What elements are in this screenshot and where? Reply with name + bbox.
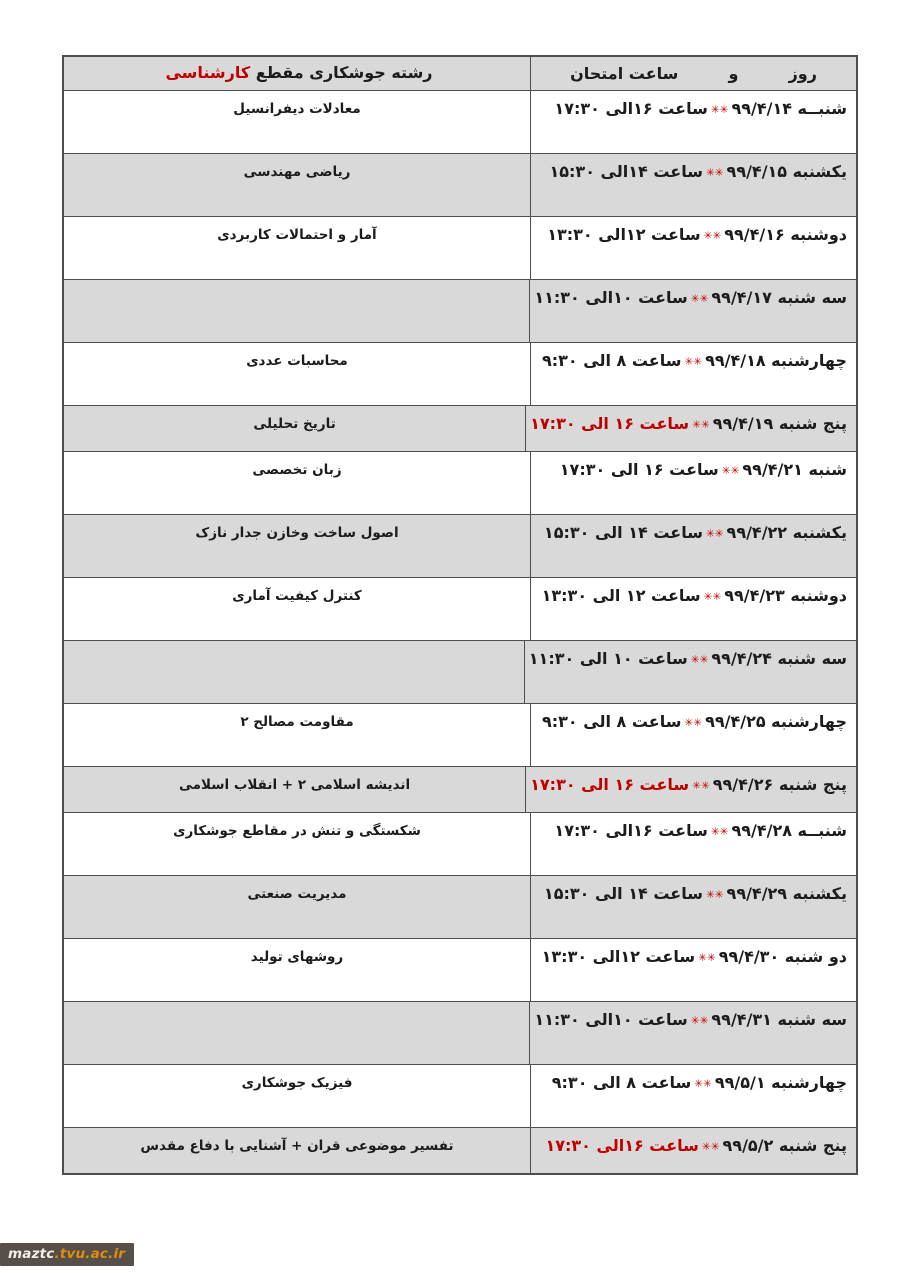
course-name: آمار و احتمالات کاربردی bbox=[217, 227, 377, 243]
course-name-cell bbox=[64, 1065, 530, 1127]
course-name: روشهای تولید bbox=[250, 949, 344, 965]
asterisk-marker: ✳✳ bbox=[698, 952, 716, 964]
day-header-part-saat: ساعت امتحان bbox=[570, 63, 679, 83]
table-row bbox=[64, 875, 856, 938]
course-name: محاسبات عددی bbox=[246, 353, 348, 369]
asterisk-marker: ✳✳ bbox=[692, 780, 710, 792]
exam-day-date: یکشنبه ۹۹/۴/۱۵ bbox=[726, 162, 847, 181]
asterisk-marker: ✳✳ bbox=[703, 230, 722, 242]
table-row bbox=[64, 1127, 856, 1173]
exam-datetime-cell bbox=[530, 876, 856, 938]
course-name-cell bbox=[64, 813, 530, 875]
exam-day-date: یکشنبه ۹۹/۴/۲۲ bbox=[726, 523, 847, 542]
exam-time: ساعت ۱۲الی ۱۳:۳۰ bbox=[541, 947, 696, 966]
exam-time: ساعت ۱۰الی ۱۱:۳۰ bbox=[534, 288, 688, 307]
asterisk-marker: ✳✳ bbox=[690, 293, 709, 305]
exam-datetime-cell bbox=[530, 1128, 856, 1173]
exam-datetime-cell bbox=[529, 280, 856, 342]
course-name-cell bbox=[64, 343, 530, 405]
exam-datetime-cell bbox=[530, 939, 856, 1001]
exam-day-date: سه شنبه ۹۹/۴/۲۴ bbox=[711, 649, 847, 668]
course-name-cell bbox=[64, 1128, 530, 1173]
exam-day-date: چهارشنبه ۹۹/۴/۲۵ bbox=[705, 712, 847, 731]
exam-day-date: دوشنبه ۹۹/۴/۱۶ bbox=[724, 225, 847, 244]
course-name: فیزیک جوشکاری bbox=[241, 1075, 353, 1091]
exam-day-date: چهارشنبه ۹۹/۴/۱۸ bbox=[705, 351, 847, 370]
exam-datetime-cell bbox=[530, 154, 856, 216]
exam-datetime-cell bbox=[530, 813, 856, 875]
table-row bbox=[64, 153, 856, 216]
course-header-black-text: رشته جوشکاری مقطع bbox=[255, 63, 433, 82]
site-watermark bbox=[0, 1243, 134, 1266]
exam-time: ساعت ۸ الی ۹:۳۰ bbox=[542, 712, 682, 731]
day-header-part-rooz: روز bbox=[788, 63, 817, 83]
asterisk-marker: ✳✳ bbox=[705, 889, 724, 901]
exam-datetime-cell bbox=[530, 1065, 856, 1127]
asterisk-marker: ✳✳ bbox=[684, 717, 703, 729]
table-row bbox=[64, 216, 856, 279]
table-row bbox=[64, 766, 856, 812]
exam-day-date: سه شنبه ۹۹/۴/۳۱ bbox=[711, 1010, 847, 1029]
day-header-part-va: و bbox=[728, 63, 739, 83]
course-header-red-text: کارشناسی bbox=[165, 63, 251, 82]
watermark-prefix: maztc bbox=[8, 1246, 55, 1262]
exam-time: ساعت ۸ الی ۹:۳۰ bbox=[551, 1073, 692, 1092]
asterisk-marker: ✳✳ bbox=[710, 826, 729, 838]
exam-datetime-cell bbox=[530, 91, 856, 153]
exam-day-date: شنبه ۹۹/۴/۲۱ bbox=[742, 460, 847, 479]
course-name-cell bbox=[64, 641, 524, 703]
course-name: کنترل کیفیت آماری bbox=[232, 588, 362, 604]
table-row bbox=[64, 703, 856, 766]
exam-day-date: سه شنبه ۹۹/۴/۱۷ bbox=[711, 288, 847, 307]
course-name-cell bbox=[64, 280, 529, 342]
table-row bbox=[64, 342, 856, 405]
course-name-cell bbox=[64, 515, 530, 577]
table-row bbox=[64, 451, 856, 514]
asterisk-marker: ✳✳ bbox=[690, 1015, 709, 1027]
exam-time: ساعت ۱۶ الی ۱۷:۳۰ bbox=[559, 460, 719, 479]
asterisk-marker: ✳✳ bbox=[710, 104, 729, 116]
exam-time: ساعت ۱۶ الی ۱۷:۳۰ bbox=[530, 775, 690, 794]
exam-datetime-cell bbox=[530, 578, 856, 640]
exam-time: ساعت ۱۲ الی ۱۳:۳۰ bbox=[541, 586, 701, 605]
exam-time: ساعت ۱۶الی ۱۷:۳۰ bbox=[545, 1136, 699, 1155]
asterisk-marker: ✳✳ bbox=[690, 654, 709, 666]
watermark-suffix: .tvu.ac.ir bbox=[54, 1246, 126, 1262]
exam-time: ساعت ۱۰ الی ۱۱:۳۰ bbox=[528, 649, 688, 668]
table-row bbox=[64, 405, 856, 451]
table-row bbox=[64, 812, 856, 875]
exam-day-date: شنبــه ۹۹/۴/۱۴ bbox=[731, 99, 847, 118]
asterisk-marker: ✳✳ bbox=[705, 528, 724, 540]
course-name: معادلات دیفرانسیل bbox=[233, 101, 361, 117]
exam-time: ساعت ۱۰الی ۱۱:۳۰ bbox=[534, 1010, 688, 1029]
table-row bbox=[64, 640, 856, 703]
course-name-cell bbox=[64, 406, 525, 451]
asterisk-marker: ✳✳ bbox=[703, 591, 722, 603]
exam-day-date: دو شنبه ۹۹/۴/۳۰ bbox=[718, 947, 847, 966]
table-header-row bbox=[64, 57, 856, 90]
asterisk-marker: ✳✳ bbox=[705, 167, 724, 179]
exam-datetime-cell bbox=[530, 704, 856, 766]
table-row bbox=[64, 938, 856, 1001]
exam-day-date: چهارشنبه ۹۹/۵/۱ bbox=[714, 1073, 847, 1092]
course-name: اندیشه اسلامی ۲ + انقلاب اسلامی bbox=[179, 777, 411, 793]
course-name: زبان تخصصی bbox=[252, 462, 342, 478]
course-name: ریاضی مهندسی bbox=[243, 164, 351, 180]
asterisk-marker: ✳✳ bbox=[684, 356, 703, 368]
course-name-cell bbox=[64, 91, 530, 153]
exam-time: ساعت ۱۶الی ۱۷:۳۰ bbox=[554, 99, 708, 118]
exam-time: ساعت ۱۴ الی ۱۵:۳۰ bbox=[543, 884, 703, 903]
table-row bbox=[64, 1001, 856, 1064]
course-name-cell bbox=[64, 767, 525, 812]
course-name-cell bbox=[64, 876, 530, 938]
exam-datetime-cell bbox=[530, 452, 856, 514]
course-name-cell bbox=[64, 217, 530, 279]
exam-datetime-cell bbox=[530, 343, 856, 405]
exam-datetime-cell bbox=[530, 515, 856, 577]
exam-datetime-cell bbox=[530, 217, 856, 279]
exam-time: ساعت ۱۶ الی ۱۷:۳۰ bbox=[530, 414, 690, 433]
course-name: تفسیر موضوعی قران + آشنایی با دفاع مقدس bbox=[140, 1138, 454, 1154]
course-name: تاریخ تحلیلی bbox=[253, 416, 336, 432]
exam-datetime-cell bbox=[529, 1002, 856, 1064]
course-name-cell bbox=[64, 1002, 529, 1064]
asterisk-marker: ✳✳ bbox=[692, 419, 710, 431]
course-name-cell bbox=[64, 578, 530, 640]
exam-time: ساعت ۸ الی ۹:۳۰ bbox=[542, 351, 682, 370]
exam-datetime-cell bbox=[524, 641, 856, 703]
course-name-cell bbox=[64, 154, 530, 216]
course-name-cell bbox=[64, 452, 530, 514]
exam-time: ساعت ۱۴ الی ۱۵:۳۰ bbox=[543, 523, 703, 542]
course-name: مدیریت صنعتی bbox=[247, 886, 347, 902]
exam-datetime-cell bbox=[525, 406, 856, 451]
exam-time: ساعت ۱۶الی ۱۷:۳۰ bbox=[554, 821, 708, 840]
exam-day-date: پنج شنبه ۹۹/۵/۲ bbox=[722, 1136, 847, 1155]
table-row bbox=[64, 514, 856, 577]
exam-schedule-table bbox=[62, 55, 858, 1175]
exam-time: ساعت ۱۴الی ۱۵:۳۰ bbox=[549, 162, 703, 181]
exam-day-date: دوشنبه ۹۹/۴/۲۳ bbox=[724, 586, 847, 605]
table-row bbox=[64, 279, 856, 342]
day-column-header bbox=[530, 57, 856, 90]
course-name-cell bbox=[64, 939, 530, 1001]
course-name: مقاومت مصالح ۲ bbox=[240, 714, 354, 730]
exam-day-date: شنبــه ۹۹/۴/۲۸ bbox=[731, 821, 847, 840]
course-name: اصول ساخت وخازن جدار نازک bbox=[195, 525, 399, 541]
course-column-header bbox=[64, 57, 530, 90]
course-name-cell bbox=[64, 704, 530, 766]
exam-day-date: پنج شنبه ۹۹/۴/۱۹ bbox=[712, 414, 847, 433]
exam-time: ساعت ۱۲الی ۱۳:۳۰ bbox=[547, 225, 701, 244]
exam-day-date: یکشنبه ۹۹/۴/۲۹ bbox=[726, 884, 847, 903]
asterisk-marker: ✳✳ bbox=[701, 1141, 720, 1153]
table-row bbox=[64, 577, 856, 640]
table-row bbox=[64, 90, 856, 153]
course-name: شکستگی و تنش در مقاطع جوشکاری bbox=[173, 823, 421, 839]
asterisk-marker: ✳✳ bbox=[694, 1078, 712, 1090]
exam-datetime-cell bbox=[525, 767, 856, 812]
asterisk-marker: ✳✳ bbox=[721, 465, 740, 477]
table-row bbox=[64, 1064, 856, 1127]
exam-day-date: پنج شنبه ۹۹/۴/۲۶ bbox=[712, 775, 847, 794]
